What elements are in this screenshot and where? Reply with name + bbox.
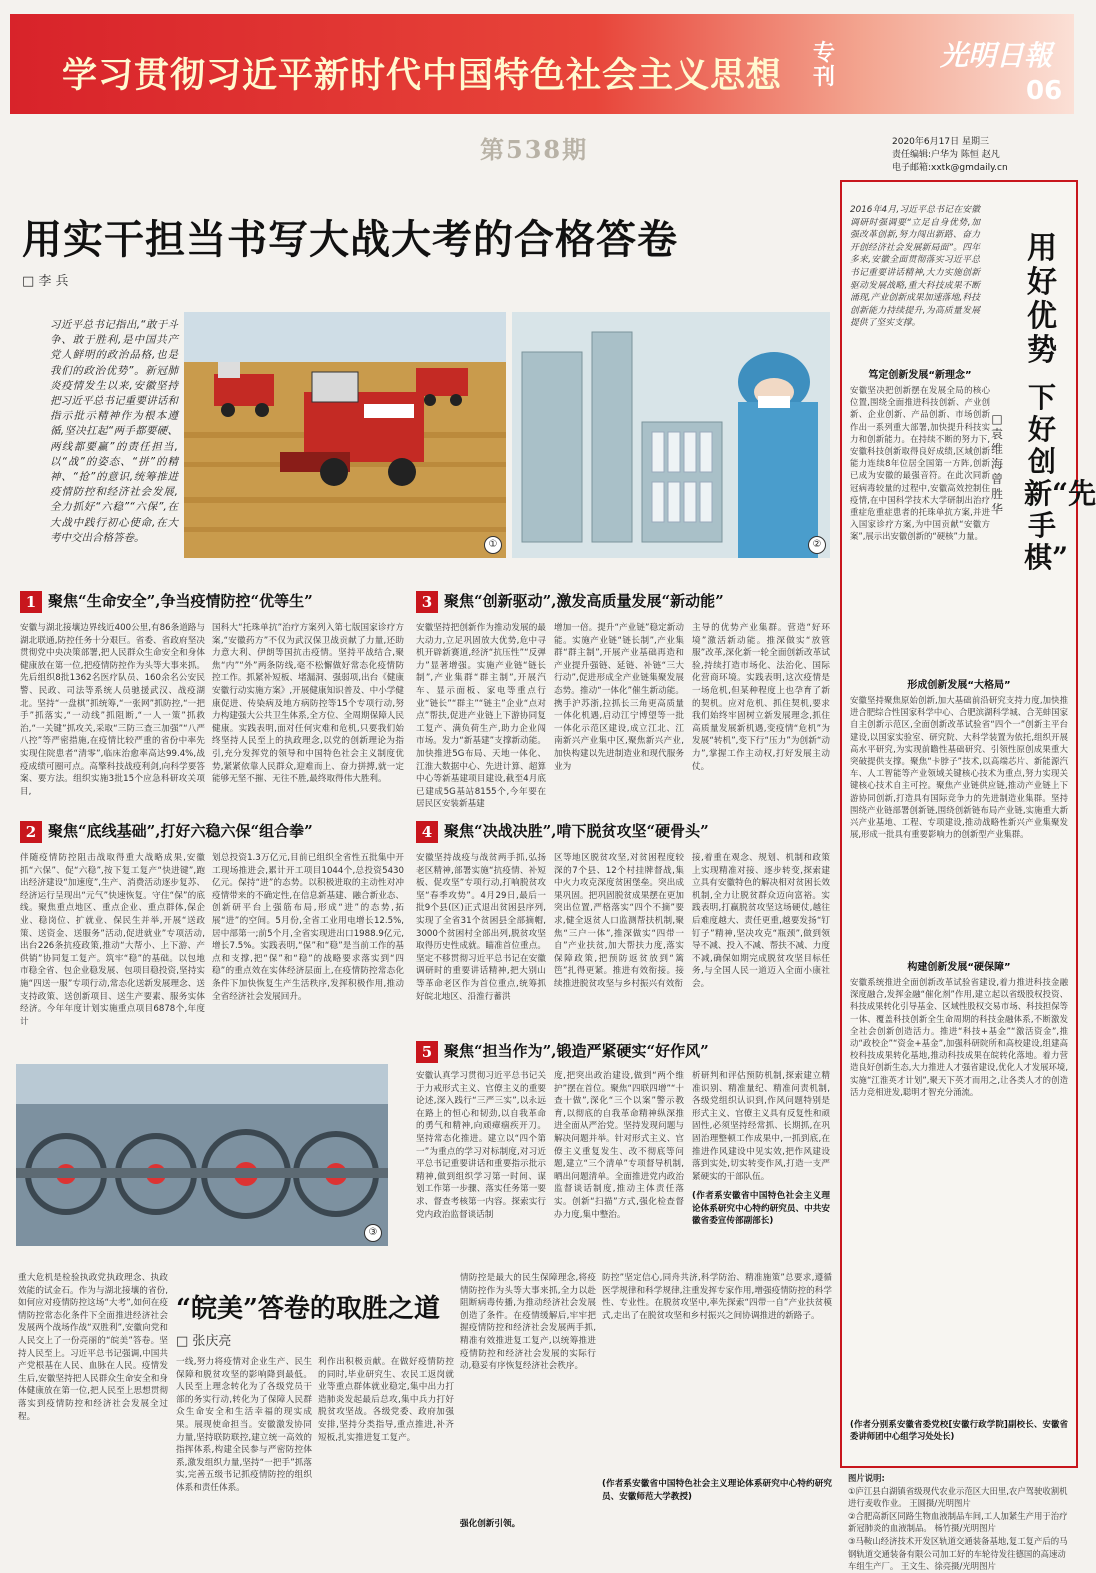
section-3-title: 聚焦“创新驱动”,激发高质量发展“新动能”: [444, 592, 724, 610]
section-5-number: 5: [416, 1041, 438, 1063]
sidebar-subhead-1: 笃定创新发展“新理念”: [868, 370, 972, 381]
section-4-number: 4: [416, 821, 438, 843]
section-5-title: 聚焦“担当作为”,锻造严紧硬实“好作风”: [444, 1042, 709, 1060]
photo-train-wheels: [16, 1064, 388, 1246]
section-4-col-1: 安徽坚持战疫与战贫两手抓,弘扬老区精神,部署实施“抗疫情、补短板、促攻坚”专项行动,打响脱贫攻坚“春季攻势”。4月29日,最后一批9个县(区)正式退出贫困县序列,实现了全省31个贫困县全部摘帽,3000个贫困村全部出列,脱贫攻坚取得历史性成就。瞄准首位重点。坚定不移贯彻习近平总书记在安徽调研时的重要讲话精神,把大别山等革命老区作为首位重点,统筹抓好皖北地区、沿淮行蓄洪: [416, 853, 546, 1002]
caption-item: ②合肥高新区同路生物血液制品车间,工人加紧生产用于治疗新冠肺炎的血液制品。 杨竹摄/光明图片: [848, 1510, 1068, 1534]
section-3-number: 3: [416, 591, 438, 613]
edition-date: 2020年6月17日 星期三: [892, 137, 989, 147]
newspaper-logo: 光明日報: [940, 39, 1053, 72]
sidebar-title-2: 下好创新“先手棋”: [1024, 381, 1096, 574]
section-1-title: 聚焦“生命安全”,争当疫情防控“优等生”: [48, 592, 313, 610]
photo-marker-2: ②: [808, 536, 826, 554]
issue-number: 第538期: [480, 135, 589, 164]
edition-email: 电子邮箱:xxtk@gmdaily.cn: [892, 163, 1008, 173]
photo-captions: [848, 1472, 1074, 1573]
bottom-col-left: 重大危机是检验执政党执政理念、执政效能的试金石。作为与湖北接壤的省份,如何应对疫情防控这场“大考”,如何在疫情防控常态化条件下全面推进经济社会发展两个战场作战“双胜利”,安徽向党和人民交上了一份亮丽的“皖美”答卷。坚持人民至上。习近平总书记强调,中国共产党根基在人民、血脉在人民。疫情发生后,安徽坚持把人民群众生命安全和身体健康放在第一位,把人民至上思想贯彻落实到疫情防控和经济社会发展全过程。: [18, 1273, 168, 1422]
photo-marker-3: ③: [364, 1224, 382, 1242]
section-3-col-1: 安徽坚持把创新作为推动发展的最大动力,立足巩固放大优势,危中寻机开辟新赛道,经济“抗压性”“反弹力”显著增强。实施产业链“链长制”,产业集群“群主制”,开展汽车、显示面板、家电等重点行业“链长”“群主”“链主”企业“点对点”帮扶,促进产业链上下游协同复工复产、满负荷生产,助力企业闯市场。发力“新基建”支撑新动能。加快推进5G布局、天地一体化、江淮大数据中心、先进计算、超算中心等新基建项目建设,截至4月底已建成5G基站8155个,今年要在居民区安装新基建: [416, 623, 546, 810]
section-5-heading: [416, 1040, 709, 1063]
sidebar-lead: 2016年4月,习近平总书记在安徽调研时强调要“立足自身优势,加强改革创新,努力闯出新路、奋力开创经济社会发展新局面”。四年多来,安徽全面贯彻落实习近平总书记重要讲话精神,大力实施创新驱动发展战略,重大科技成果不断涌现,产业创新成果加速落地,科技创新能力持续提升,为高质量发展提供了坚实支撑。: [850, 205, 980, 329]
caption-item: ①庐江县白湖镇省级现代农业示范区大田里,农户驾驶收割机进行麦收作业。 王圆摄/光明图片: [848, 1485, 1068, 1509]
page-number: 06: [1026, 76, 1063, 106]
bottom-subhead: 强化创新引领。: [460, 1519, 521, 1529]
section-1-col-2: 国科大“托珠单抗”治疗方案列入第七版国家诊疗方案,“安徽药方”不仅为武汉保卫战贡献了力量,还助力意大利、伊朗等国抗击疫情。坚持平战结合,聚焦“内”“外”两条防线,毫不松懈做好常态化疫情防控工作。抓紧补短板、堵漏洞、强弱项,出台《健康安徽行动实施方案》,开展健康知识普及、中小学健康促进、传染病及地方病防控等15个专项行动,努力构建强大公共卫生体系,全方位、全周期保障人民健康。实践表明,面对任何灾难和危机,只要我们始终坚持人民至上的执政理念,以党的创新理论为指引,充分发挥党的领导和中国特色社会主义制度优势,紧紧依靠人民群众,迎难而上、奋力拼搏,就一定能够无坚不摧、无往不胜,最终取得伟大胜利。: [212, 623, 404, 785]
sidebar-text-3: 安徽系统推进全面创新改革试验省建设,着力推进科技金融深度融合,发挥金融“催化剂”作用,建立起以省级股权投资、科技成果转化引导基金、区域性股权交易市场、科技担保等一体、覆盖科技创新全生命周期的科技金融体系,不断激发全社会创新创造活力。推进“科技+基金”“激活资金”,推动“政校企”“资金+基金”,加强科研院所和高校建设,组建高校科技成果转化基地,推动科技成果在皖转化落地。着力营造良好创新生态,大力推进人才强省建设,优化人才发展环境,实施“江淮英才计划”,聚天下英才而用之,让各类人才的创造活力竞相迸发,聪明才智充分涌流。: [850, 977, 1068, 1097]
section-2-col-1: 伴随疫情防控阻击战取得重大战略成果,安徽抓“六保”、促“六稳”,按下复工复产“快进键”,跑出经济建设“加速度”,生产、消费活动逐步复苏、经济运行呈现出“元气”快速恢复。守住“保”的底线。聚焦重点地区、重点企业、重点群体,保企业、稳岗位、扩就业、保民生并举,开展“送政策、送资金、送服务”活动,促进就业”专项活动,出台226条抗疫政策,推动“大帮小、上下游、产供销”协同复工复产。筑牢“稳”的基础。以包地市稳全省、包企业稳发展、包项目稳投资,坚持实施“四送一服”专项行动,常态化送新发展理念、送支持政策、送创新项目、送生产要素、服务实体经济。今年年度计划实施重点项目6878个,年度计: [20, 853, 205, 1027]
section-5-col-1: 安徽认真学习贯彻习近平总书记关于力戒形式主义、官僚主义的重要论述,深入践行“三严三实”,以永远在路上的恒心和韧劲,以自我革命的勇气和精神,向顽瘴痼疾开刀。坚持常态化推进。建立以“四个第一”为重点的学习对标制度,对习近平总书记重要讲话和重要指示批示精神,做到组织学习第一时间、谋划工作第一步骤、落实任务第一要求、督查考核第一内容。探索实行党内政治监督谈话制: [416, 1071, 546, 1220]
bottom-col-4: 情防控是最大的民生保障理念,将疫情防控作为头等大事来抓,全力以赴阻断病毒传播,为推动经济社会发展创造了条件。在疫情缓解后,牢牢把握疫情防控和经济社会发展两手抓,精准有效推进复工复产,以统筹推进疫情防控和经济社会发展的实际行动,稳妥有序恢复经济社会秩序。: [460, 1273, 596, 1372]
sidebar-subhead-2: 形成创新发展“大格局”: [907, 680, 1011, 691]
section-1-number: 1: [20, 591, 42, 613]
section-2-col-2: 划总投资1.3万亿元,目前已组织全省性五批集中开工现场推进会,累计开工项目1044个,总投资5430亿元。保持“进”的态势。以积极进取的主动性对冲疫情带来的不确定性,在信息新基建、融合新业态、创新研平台上强筋布局,形成“进”的态势,拓展“进”的空间。5月份,全省工业用电增长12.5%,居中部第一;前5个月,全省实现进出口1988.9亿元,增长7.5%。实践表明,“保”和“稳”是当前工作的基点和支撑,把“保”和“稳”的战略要求落实到“四稳”的重点效在实体经济层面上,在疫情防控常态化条件下加快恢复生产生活秩序,发挥积极作用,推动全省经济社会发展回升。: [212, 853, 404, 1002]
section-4-heading: [416, 820, 709, 843]
section-5-col-2: 度,把突出政治建设,做到“两个维护”摆在首位。聚焦“四联四增”“十查十做”,深化“三个以案”警示教育,以彻底的自我革命精神纵深推进全面从严治党。坚持发现问题与解决问题并举。针对形式主义、官僚主义重复发生、改不彻底等问题,建立“三个清单”专项督导机制,晒出问题清单。全面推进党内政治监督谈话制度,推动主体责任落实。创新“扫描”方式,强化检查督办力度,集中整治。: [554, 1071, 684, 1220]
section-2-title: 聚焦“底线基础”,打好六稳六保“组合拳”: [48, 822, 313, 840]
section-1-col-1: 安徽与湖北接壤边界线近400公里,有86条道路与湖北联通,防控任务十分艰巨。省委、省政府坚决贯彻党中央决策部署,把人民群众生命安全和身体健康放在第一位,把疫情防控作为头等大事来抓。先后组织8批1362名医疗队员、160余名公安民警、民政、司法等系统人员驰援武汉、战疫湖北。坚持“一盘棋”抓统筹,“一张网”抓防控,“一把手”抓落实,“一动线”抓阻断,“一人一策”抓救治,“一关键”抓攻关,采取“三防三查三加强”“八严八控”等严密措施,在疫情比较严重的省份中率先实现住院患者“清零”,临床治愈率高达99.4%,战疫成绩可圈可点。高擎科技战疫利剑,向科学要答案、要方法。组织实施3批15个应急科研攻关项目,: [20, 623, 205, 797]
caption-item: ③马鞍山经济技术开发区轨道交通装备基地,复工复产后的马钢轨道交通装备有限公司加工好的车轮待发往德国的高速动车组生产厂。 王文生、徐亮摄/光明图片: [848, 1535, 1068, 1572]
sidebar-subhead-3: 构建创新发展“硬保障”: [907, 962, 1011, 973]
banner-title: 学习贯彻习近平新时代中国特色社会主义思想: [62, 56, 783, 96]
bottom-col-2: 一线,努力将疫情对企业生产、民生保障和脱贫攻坚的影响降到最低。人民至上理念转化为了各级党员干部的务实行动,转化为了保障人民群众生命安全和生活幸福的现实成果。展现使命担当。安徽激发协同力量,坚持联防联控,建立统一高效的指挥体系,构建全民参与严密防控体系,激发组织力量,坚持“一把手”抓落实,完善五级书记抓疫情防控的组织体系和责任体系。: [176, 1357, 312, 1493]
bottom-byline: □ 张庆亮: [176, 1334, 232, 1349]
section-4-col-3: 接,着重在观念、规划、机制和政策上实现精准对接、逐步转变,探索建立具有安徽特色的解决相对贫困长效机制,全力让脱贫群众迈向富裕。实践表明,打赢脱贫攻坚这场硬仗,越往后难度越大、责任更重,越要发扬“钉钉子”精神,坚决攻克“瓶颈”,做到领导不减、投入不减、帮扶不减、力度不减,确保如期完成脱贫攻坚目标任务,与全国人民一道迈入全面小康社会。: [692, 853, 830, 989]
section-4-col-2: 区等地区脱贫攻坚,对贫困程度较深的7个县、12个村挂牌督战,集中火力攻克深度贫困堡垒。突出成果巩固。把巩固脱贫成果摆在更加突出位置,严格落实“四个不摘”要求,健全返贫人口监测帮扶机制,聚焦“三户一体”,推深做实“四带一自”产业扶贫,加大帮扶力度,落实保障政策,把预防返贫放到“篱笆”扎得更紧。推进有效衔接。接续推进脱贫攻坚与乡村振兴有效衔: [554, 853, 684, 989]
edition-meta: [892, 136, 1072, 175]
section-2-heading: [20, 820, 313, 843]
section-2-number: 2: [20, 821, 42, 843]
masthead-banner: [10, 14, 1074, 114]
bottom-col-5: 防控”坚定信心,同舟共济,科学防治、精准施策”总要求,遵循医学规律和科学规律,注重发挥专家作用,增强疫情防控的科学性、专业性。在脱贫攻坚中,率先探索“四带一自”产业扶贫模式,走出了在脱贫攻坚和乡村振兴之间协调推进的新路子。: [602, 1273, 832, 1321]
section-3-col-2: 增加一倍。提升“产业链”稳定新动能。实施产业链“链长制”,产业集群“群主制”,开展产业基础再造和产业提升强链、延链、补链“三大行动”,促进形成全产业链集聚发展态势。推动“一体化”催生新动能。携手沪苏浙,拉抓长三角更高质量一体化机遇,启动江宁博望等一批一体化示范区建设,成立江北、江南新兴产业集中区,聚焦新兴产业,加快构建以先进制造业和现代服务业为: [554, 623, 684, 772]
sidebar-title-1: 用好优势: [1027, 231, 1057, 368]
photo-marker-1: ①: [484, 536, 502, 554]
sidebar-article: [840, 180, 1096, 1468]
bottom-headline: “皖美”答卷的取胜之道: [176, 1294, 440, 1324]
section-5-col-3: 析研判和评估预防机制,探索建立精准识别、精准量纪、精准问责机制,各级党组织认识到,作风问题特别是形式主义、官僚主义具有反复性和顽固性,必须坚持经常抓、长期抓,在巩固治理整顿工作成果中,一抓到底,在推进作风建设中见实效,把作风建设落到实处,切实转变作风,打造一支严紧硬实的干部队伍。: [692, 1071, 830, 1182]
bottom-author-note: (作者系安徽省中国特色社会主义理论体系研究中心特约研究员、安徽师范大学教授): [602, 1479, 832, 1502]
main-headline: 用实干担当书写大战大考的合格答卷: [22, 216, 678, 263]
main-byline: □ 李 兵: [22, 274, 69, 289]
captions-label: 图片说明:: [848, 1473, 885, 1483]
section-3-heading: [416, 590, 724, 613]
banner-tag: 专刊: [812, 41, 835, 90]
sidebar-author-note: (作者分别系安徽省委党校[安徽行政学院]副校长、安徽省委讲师团中心组学习处处长): [850, 1419, 1068, 1442]
section-3-col-3: 主导的优势产业集群。营造“好环境”激活新动能。推深做实“放管服”改革,深化新一轮全面创新改革试验,持续打造市场化、法治化、国际化营商环境。实践表明,这次疫情是一场危机,但某种程度上也孕育了新的契机。应对危机、抓住契机,要求我们始终牢固树立新发展理念,抓住高质量发展新机遇,变疫情“危机”为发展“转机”,变下行“压力”为创新“动力”,掌握工作主动权,打好发展主动仗。: [692, 623, 830, 772]
sidebar-text-1: 安徽坚决把创新摆在发展全局的核心位置,围绕全面推进科技创新、产业创新、企业创新、产品创新、市场创新作出一系列重大部署,加快提升科技实力和创新能力。在持续不断的努力下,安徽科技创新取得良好成绩,区域创新能力连续8年位居全国第一方阵,创新已成为安徽的最强音符。在此次同新冠病毒较量的过程中,安徽高效控制住疫情,在中国科学技术大学研制出治疗重症危重症患者的托珠单抗方案,并进入国家诊疗方案,为中国贡献“安徽方案”,展示出安徽创新的“硬核”力量。: [850, 385, 990, 542]
section-1-heading: [20, 590, 313, 613]
photo-lab-production: [512, 312, 830, 558]
bottom-col-3: 利作出积极贡献。在做好疫情防控的同时,毕业研究生、农民工返岗就业等重点群体就业稳定,集中出力打造肺炎发起最后总攻,集中兵力打好脱贫攻坚战。各级党委、政府加强安排,坚持分类指导,重点推进,补齐短板,扎实推进复工复产。: [318, 1357, 454, 1443]
sidebar-text-2: 安徽坚持聚焦原始创新,加大基础前沿研究支持力度,加快推进合肥综合性国家科学中心、合肥滨湖科学城、合芜蚌国家自主创新示范区,全面创新改革试验省“四个一”创新主平台建设,以国家实验室、研究院、大科学装置为依托,组织开展高水平研究,为实现前瞻性基础研究、引领性原创成果重大突破提供支撑。聚焦“卡脖子”技术,以高端芯片、新能源汽车、人工智能等产业领域关键核心技术为重点,努力实现关键核心技术自主可控。聚焦产业链供应链,推动产业链上下游协同创新,打造具有国际竞争力的先进制造业集群。坚持围绕产业链部署创新链,围绕创新链布局产业链,实施重大新兴产业基地、工程、专项建设,推动战略性新兴产业集聚发展,形成一批具有重要影响力的创新型产业集群。: [850, 695, 1068, 840]
sidebar-author: □ 袁维海 曾胜华: [990, 412, 1003, 516]
section-4-title: 聚焦“决战决胜”,啃下脱贫攻坚“硬骨头”: [444, 822, 709, 840]
edition-editors: 责任编辑:户华为 陈恒 赵凡: [892, 150, 1000, 160]
main-lead: 习近平总书记指出,“敢于斗争、敢于胜利,是中国共产党人鲜明的政治品格,也是我们的政治优势”。新冠肺炎疫情发生以来,安徽坚持把习近平总书记重要讲话和指示批示精神作为根本遵循,坚决扛起“两手都要硬、两线都要赢”的责任担当,以“战”的姿态、“拼”的精神、“抢”的意识,统筹推进疫情防控和经济社会发展,全力抓好“六稳”“六保”,在大战中践行初心使命,在大考中交出合格答卷。: [50, 319, 178, 544]
section-5-author-note: (作者系安徽省中国特色社会主义理论体系研究中心特约研究员、中共安徽省委宣传部副部长): [692, 1191, 830, 1227]
photo-wheat-harvest: [184, 312, 506, 558]
